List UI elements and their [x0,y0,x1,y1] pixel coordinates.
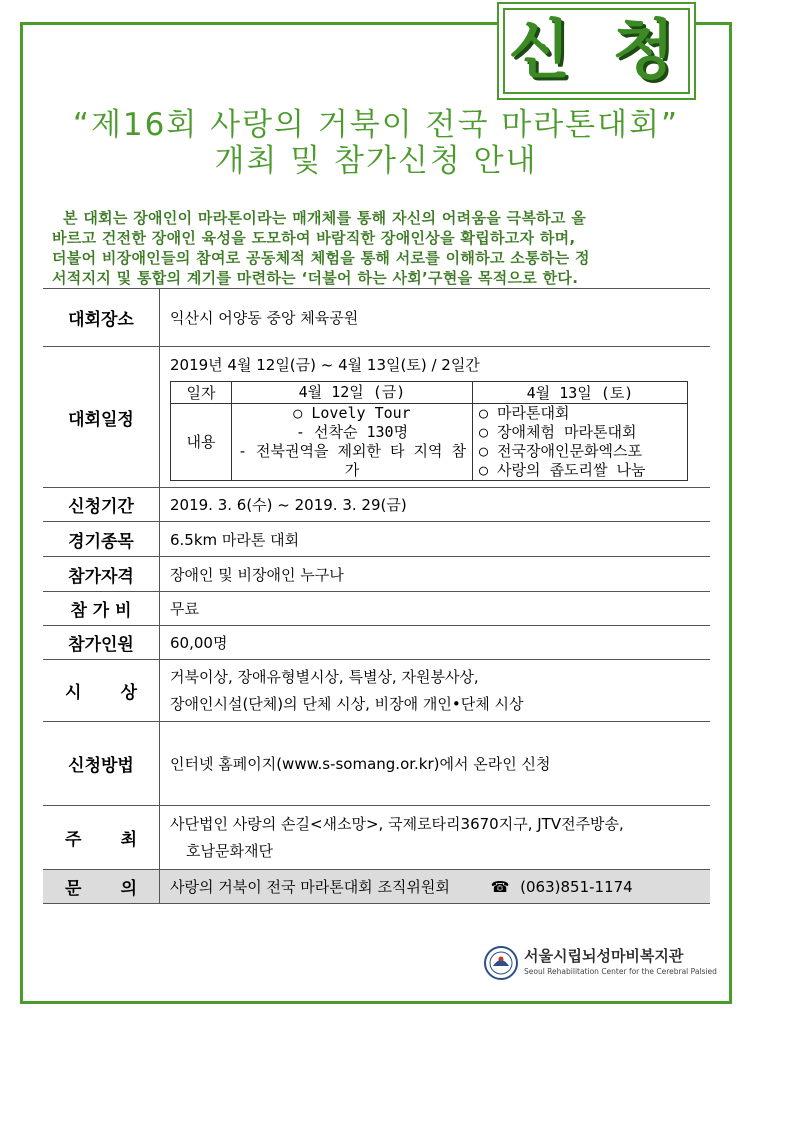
schedule-day1-content [232,403,473,480]
intro-paragraph [52,208,710,288]
phone-icon: ☎ [490,878,510,896]
period-value: 2019. 3. 6(수) ~ 2019. 3. 29(금) [160,488,711,522]
table-row [43,592,710,626]
capacity-value: 60,00명 [160,626,711,660]
table-row [43,626,710,660]
method-label: 신청방법 [43,722,160,806]
schedule-header-row [171,381,688,403]
table-row [43,660,710,722]
host-label-a: 주 [65,830,82,850]
awards-label [43,660,160,722]
schedule-value: 2019년 4월 12일(금) ~ 4월 13일(토) / 2일간 [170,355,480,374]
awards-label-wrap [43,678,159,703]
host-label-b: 최 [120,830,137,850]
table-row [43,806,710,870]
event-value: 6.5km 마라톤 대회 [160,522,711,557]
method-value: 인터넷 홈페이지(www.s-somang.or.kr)에서 온라인 신청 [160,722,711,806]
event-label: 경기종목 [43,522,160,557]
table-row [43,522,710,557]
schedule-day2-content [473,403,688,480]
intro-line: 본 대회는 장애인이 마라톤이라는 매개체를 통해 자신의 어려움을 극복하고 올 [52,209,587,227]
contact-value: 사랑의 거북이 전국 마라톤대회 조직위원회 [170,878,450,896]
page-title: “제16회 사랑의 거북이 전국 마라톤대회” [72,107,680,143]
schedule-col-day2: 4월 13일 (토) [473,381,688,403]
table-row [43,557,710,592]
contact-label [43,870,160,904]
host-line: 호남문화재단 [186,841,273,860]
awards-label-b: 상 [120,683,137,703]
table-row [43,722,710,806]
venue-label: 대회장소 [43,289,160,347]
table-row [43,289,710,347]
schedule-body-row [171,403,688,480]
awards-line: 장애인시설(단체)의 단체 시상, 비장애 개인•단체 시상 [170,694,524,713]
day2-line: ○ 마라톤대회 [479,403,570,422]
day2-line: ○ 사랑의 좁도리쌀 나눔 [479,460,646,479]
host-line: 사단법인 사랑의 손길<새소망>, 국제로타리3670지구, JTV전주방송, [170,814,624,833]
host-value [160,806,711,870]
day1-line: - 선착순 130명 [295,422,409,441]
contact-label-wrap [43,874,159,899]
eligibility-label: 참가자격 [43,557,160,592]
schedule-label: 대회일정 [43,347,160,488]
day1-line: ○ Lovely Tour [293,403,411,422]
intro-line: 바르고 건전한 장애인 육성을 도모하여 바람직한 장애인상을 확립하고자 하며, [52,229,576,247]
organization-subtitle: Seoul Rehabilitation Center for the Cerebral Palsied [524,967,717,976]
day1-line: - 전북권역을 제외한 타 지역 참가 [237,441,467,479]
organization-name: 서울시립뇌성마비복지관 [524,947,684,965]
page-subtitle: 개최 및 참가신청 안내 [214,143,538,179]
schedule-subtable [170,381,688,481]
table-row [43,347,710,488]
organization-logo [484,943,724,987]
intro-line: 더불어 비장애인들의 참여로 공동체적 체험을 통해 서로를 이해하고 소통하는 정 [52,249,590,267]
table-row [43,870,710,904]
awards-value [160,660,711,722]
apply-badge [497,2,696,100]
table-row [43,488,710,522]
fee-label: 참 가 비 [43,592,160,626]
apply-badge-inner [503,8,690,94]
venue-value: 익산시 어양동 중앙 체육공원 [160,289,711,347]
awards-line: 거북이상, 장애유형별시상, 특별상, 자원봉사상, [170,667,479,686]
capacity-label: 참가인원 [43,626,160,660]
host-label [43,806,160,870]
schedule-row-label: 내용 [171,403,232,480]
day2-line: ○ 전국장애인문화엑스포 [479,441,642,460]
schedule-col-day1: 4월 12일 (금) [232,381,473,403]
contact-phone: (063)851-1174 [520,878,633,896]
fee-value: 무료 [160,592,711,626]
awards-label-a: 시 [65,683,82,703]
schedule-col-day: 일자 [171,381,232,403]
organization-emblem-icon [484,946,518,980]
info-table [43,288,710,904]
apply-badge-text: 신 청 [508,14,685,88]
period-label: 신청기간 [43,488,160,522]
day2-line: ○ 장애체험 마라톤대회 [479,422,637,441]
host-label-wrap [43,825,159,850]
contact-label-b: 의 [120,879,137,899]
intro-line: 서적지지 및 통합의 계기를 마련하는 ‘더불어 하는 사회’구현을 목적으로 한다. [52,269,579,287]
schedule-cell [160,347,711,488]
contact-value-cell [160,870,711,904]
eligibility-value: 장애인 및 비장애인 누구나 [160,557,711,592]
contact-label-a: 문 [65,879,82,899]
